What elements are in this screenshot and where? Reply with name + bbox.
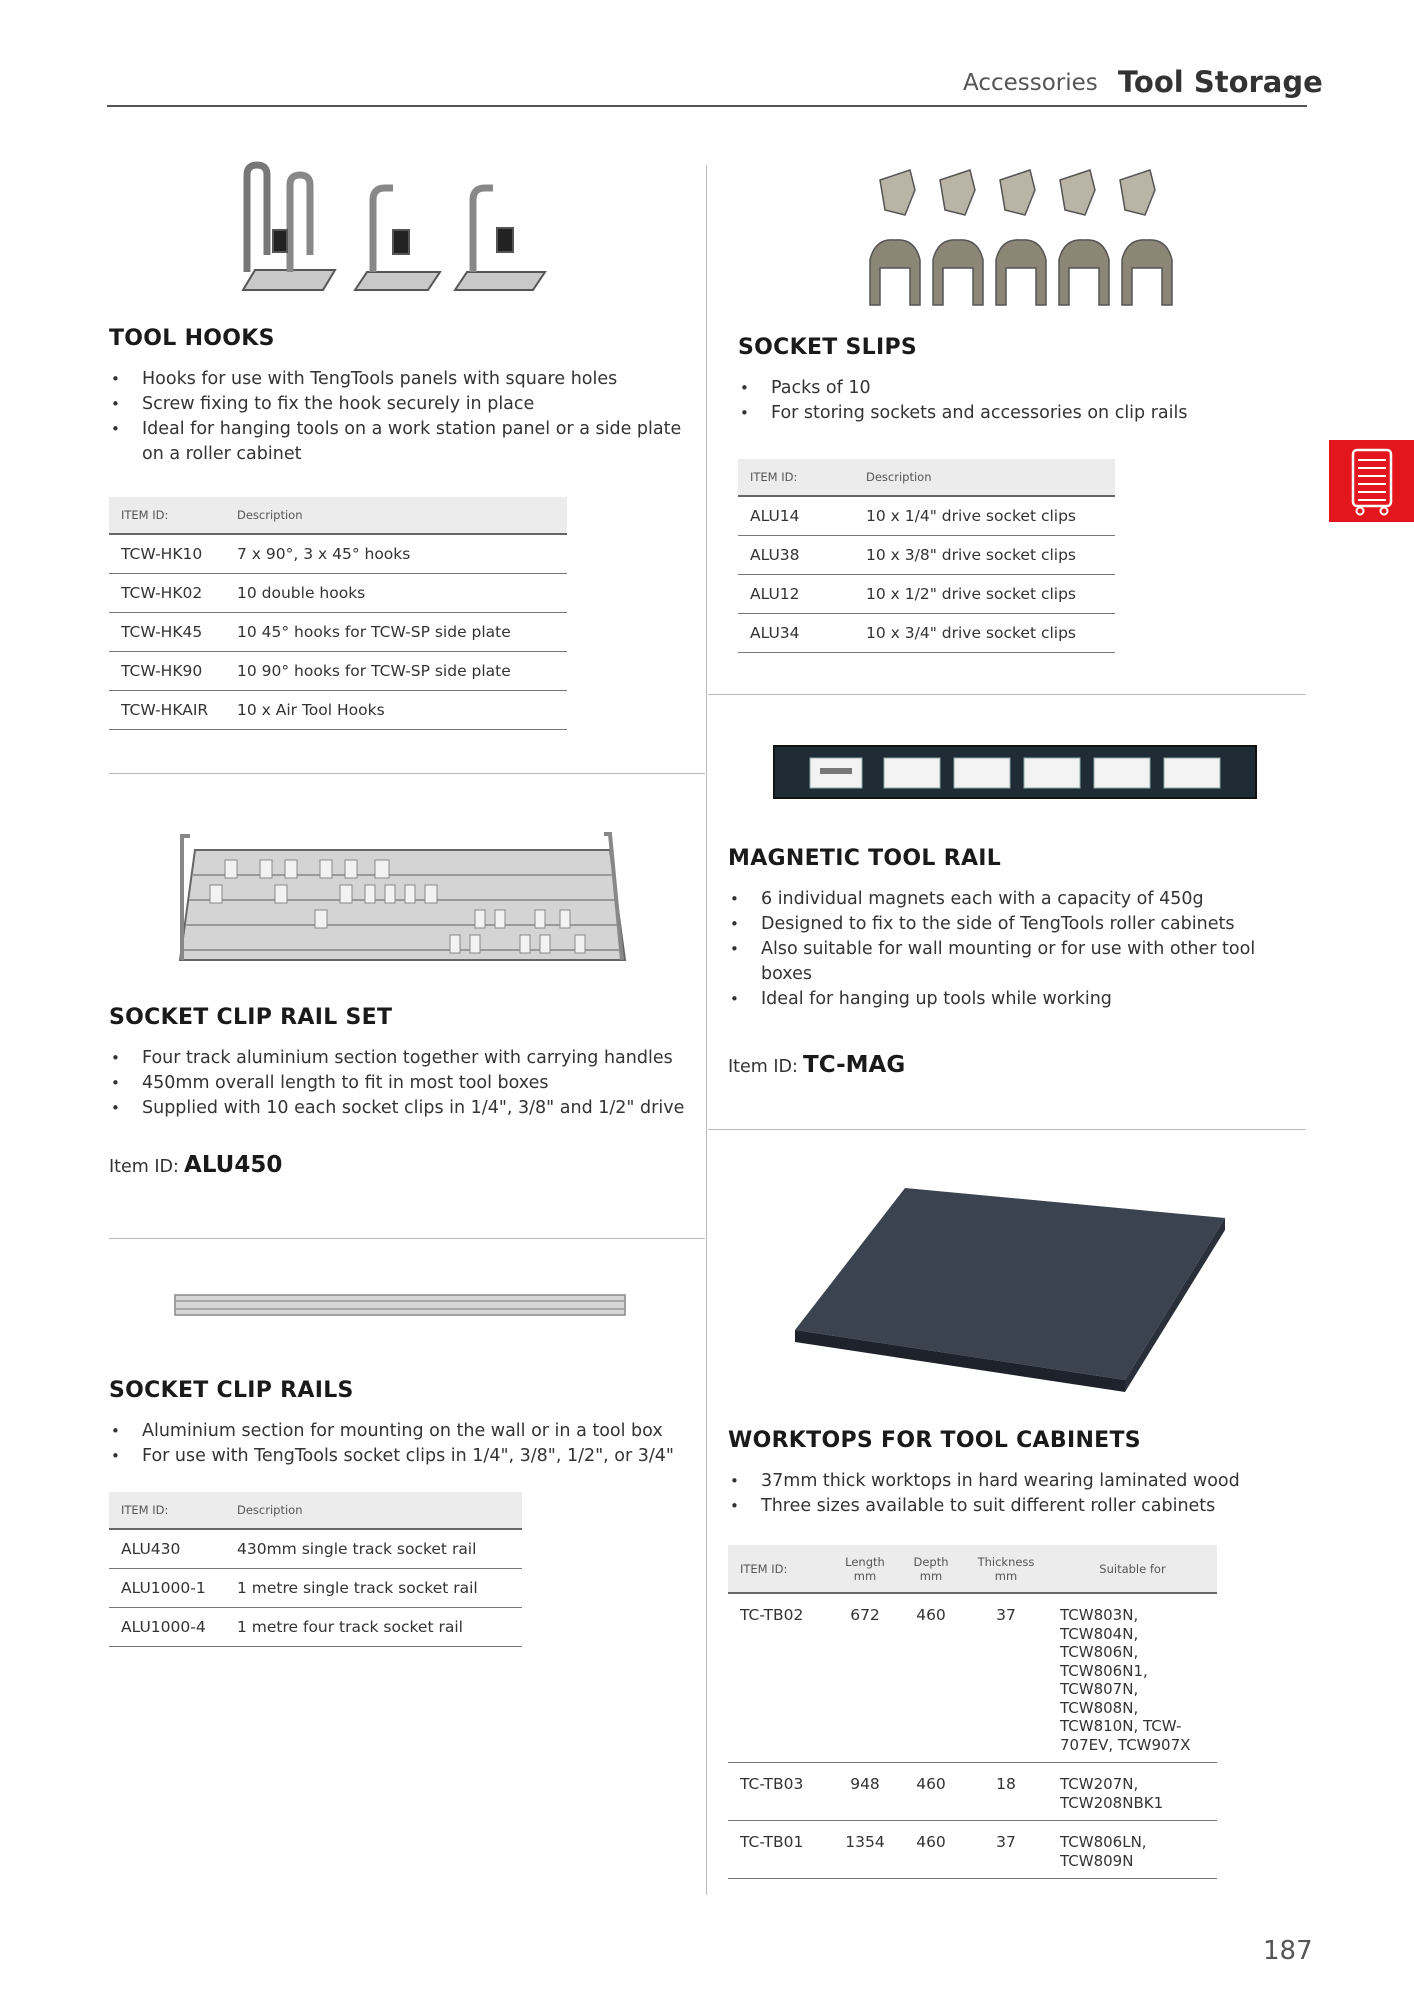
item-id: TCW-HK10 — [109, 534, 225, 574]
header-rule — [107, 105, 1307, 107]
tool-hooks-image — [225, 160, 565, 310]
length-cell: 1354 — [832, 1821, 898, 1879]
list-item: • 6 individual magnets each with a capacity of 450g — [728, 887, 1288, 912]
divider — [109, 773, 705, 774]
item-description: 1 metre single track socket rail — [225, 1569, 522, 1608]
item-id: ALU12 — [738, 575, 854, 614]
table-row — [109, 574, 567, 613]
column-header: ITEM ID: — [738, 459, 854, 496]
table-row — [109, 1569, 522, 1608]
table-row — [109, 534, 567, 574]
table-row — [738, 575, 1115, 614]
item-description: 10 x 1/2" drive socket clips — [854, 575, 1115, 614]
column-header: ITEM ID: — [109, 497, 225, 534]
table-row — [109, 1529, 522, 1569]
item-description: 10 x Air Tool Hooks — [225, 691, 567, 730]
list-item: • Ideal for hanging tools on a work station panel or a side plate on a roller cabinet — [109, 417, 699, 467]
list-item: • 37mm thick worktops in hard wearing laminated wood — [728, 1469, 1288, 1494]
header-category: Accessories — [963, 70, 1098, 96]
item-id: TCW-HK02 — [109, 574, 225, 613]
item-description: 10 x 3/8" drive socket clips — [854, 536, 1115, 575]
table-row — [738, 536, 1115, 575]
page-number: 187 — [1263, 1936, 1313, 1966]
item-id-value: TC-MAG — [803, 1052, 906, 1078]
table-row — [109, 1608, 522, 1647]
item-id: ALU1000-1 — [109, 1569, 225, 1608]
item-description: 10 45° hooks for TCW-SP side plate — [225, 613, 567, 652]
item-id: TCW-HK45 — [109, 613, 225, 652]
item-description: 430mm single track socket rail — [225, 1529, 522, 1569]
item-description: 7 x 90°, 3 x 45° hooks — [225, 534, 567, 574]
item-id: TC-TB02 — [728, 1593, 832, 1763]
tool-hooks-table — [109, 497, 567, 730]
column-header: ITEM ID: — [109, 1492, 225, 1529]
list-item: • Three sizes available to suit different roller cabinets — [728, 1494, 1288, 1519]
socket-slips-bullets — [738, 376, 1298, 426]
worktops-title: WORKTOPS FOR TOOL CABINETS — [728, 1428, 1141, 1453]
socket-clip-rails-image — [172, 1290, 628, 1320]
item-id-line — [728, 1052, 905, 1078]
list-item: • For use with TengTools socket clips in 1/4", 3/8", 1/2", or 3/4" — [109, 1444, 699, 1469]
list-item: • For storing sockets and accessories on clip rails — [738, 401, 1298, 426]
socket-clip-rail-set-title: SOCKET CLIP RAIL SET — [109, 1005, 393, 1030]
item-id: TCW-HK90 — [109, 652, 225, 691]
list-item: • Screw fixing to fix the hook securely in place — [109, 392, 699, 417]
socket-slips-title: SOCKET SLIPS — [738, 335, 918, 360]
item-description: 10 x 3/4" drive socket clips — [854, 614, 1115, 653]
thickness-cell: 18 — [964, 1763, 1048, 1821]
item-id: TCW-HKAIR — [109, 691, 225, 730]
item-description: 1 metre four track socket rail — [225, 1608, 522, 1647]
socket-slips-image — [865, 160, 1185, 320]
column-divider — [706, 165, 707, 1895]
column-header: Suitable for — [1048, 1545, 1217, 1593]
column-header: Description — [225, 497, 567, 534]
worktops-table — [728, 1545, 1217, 1879]
list-item: • 450mm overall length to fit in most tool boxes — [109, 1071, 699, 1096]
item-id: ALU34 — [738, 614, 854, 653]
column-header: Length mm — [832, 1545, 898, 1593]
item-id: TC-TB01 — [728, 1821, 832, 1879]
column-header: Description — [854, 459, 1115, 496]
tool-storage-tab[interactable] — [1329, 440, 1414, 522]
list-item: • Aluminium section for mounting on the wall or in a tool box — [109, 1419, 699, 1444]
item-description: 10 90° hooks for TCW-SP side plate — [225, 652, 567, 691]
depth-cell: 460 — [898, 1821, 964, 1879]
list-item: • Four track aluminium section together with carrying handles — [109, 1046, 699, 1071]
table-row — [109, 613, 567, 652]
tool-hooks-title: TOOL HOOKS — [109, 326, 275, 351]
item-id-label: Item ID: — [728, 1057, 798, 1077]
socket-clip-rail-set-image — [170, 830, 630, 970]
column-header: ITEM ID: — [728, 1545, 832, 1593]
table-row — [109, 652, 567, 691]
item-id-value: ALU450 — [184, 1152, 283, 1178]
suitable-for-cell: TCW207N, TCW208NBK1 — [1048, 1763, 1217, 1821]
thickness-cell: 37 — [964, 1821, 1048, 1879]
depth-cell: 460 — [898, 1763, 964, 1821]
column-header: Depth mm — [898, 1545, 964, 1593]
suitable-for-cell: TCW806LN, TCW809N — [1048, 1821, 1217, 1879]
item-id-label: Item ID: — [109, 1157, 179, 1177]
list-item: • Designed to fix to the side of TengTools roller cabinets — [728, 912, 1288, 937]
depth-cell: 460 — [898, 1593, 964, 1763]
thickness-cell: 37 — [964, 1593, 1048, 1763]
worktops-bullets — [728, 1469, 1288, 1519]
item-id: ALU430 — [109, 1529, 225, 1569]
socket-clip-rails-table — [109, 1492, 522, 1647]
item-description: 10 x 1/4" drive socket clips — [854, 496, 1115, 536]
item-id: ALU14 — [738, 496, 854, 536]
list-item: • Packs of 10 — [738, 376, 1298, 401]
tool-cabinet-icon — [1329, 440, 1414, 522]
worktop-image — [785, 1180, 1235, 1400]
table-row — [738, 614, 1115, 653]
socket-clip-rails-bullets — [109, 1419, 699, 1469]
item-id: ALU38 — [738, 536, 854, 575]
list-item: • Also suitable for wall mounting or for use with other tool boxes — [728, 937, 1288, 987]
column-header: Thickness mm — [964, 1545, 1048, 1593]
list-item: • Supplied with 10 each socket clips in 1/4", 3/8" and 1/2" drive — [109, 1096, 699, 1121]
socket-slips-table — [738, 459, 1115, 653]
socket-clip-rail-set-bullets — [109, 1046, 699, 1121]
suitable-for-cell: TCW803N, TCW804N, TCW806N, TCW806N1, TCW807N, TCW808N, TCW810N, TCW-707EV, TCW907X — [1048, 1593, 1217, 1763]
item-description: 10 double hooks — [225, 574, 567, 613]
socket-clip-rails-title: SOCKET CLIP RAILS — [109, 1378, 354, 1403]
item-id-line — [109, 1152, 282, 1178]
table-row — [109, 691, 567, 730]
table-row — [728, 1821, 1217, 1879]
table-row — [728, 1763, 1217, 1821]
length-cell: 672 — [832, 1593, 898, 1763]
column-header: Description — [225, 1492, 522, 1529]
magnetic-tool-rail-bullets — [728, 887, 1288, 1012]
divider — [708, 694, 1306, 695]
list-item: • Hooks for use with TengTools panels with square holes — [109, 367, 699, 392]
list-item: • Ideal for hanging up tools while working — [728, 987, 1288, 1012]
header-title: Tool Storage — [1118, 65, 1323, 99]
magnetic-tool-rail-title: MAGNETIC TOOL RAIL — [728, 846, 1002, 871]
length-cell: 948 — [832, 1763, 898, 1821]
table-row — [738, 496, 1115, 536]
item-id: ALU1000-4 — [109, 1608, 225, 1647]
table-row — [728, 1593, 1217, 1763]
divider — [109, 1238, 705, 1239]
magnetic-tool-rail-image — [770, 740, 1260, 805]
divider — [708, 1129, 1306, 1130]
item-id: TC-TB03 — [728, 1763, 832, 1821]
tool-hooks-bullets — [109, 367, 699, 467]
